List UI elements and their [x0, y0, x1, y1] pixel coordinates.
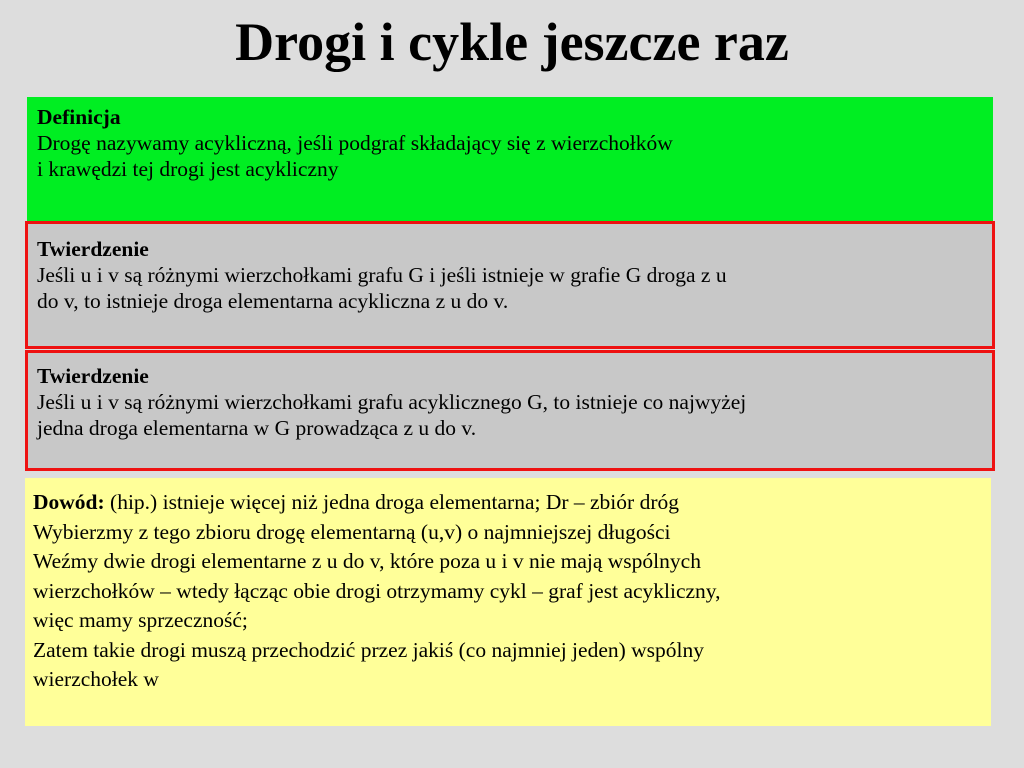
- definition-line: Drogę nazywamy acykliczną, jeśli podgraf składający się z wierzchołków: [37, 131, 673, 155]
- theorem-1-heading: Twierdzenie: [37, 237, 149, 261]
- theorem-2-line: Jeśli u i v są różnymi wierzchołkami grafu acyklicznego G, to istnieje co najwyżej: [37, 390, 747, 414]
- proof-prefix: Dowód:: [33, 490, 105, 514]
- theorem-2-line: jedna droga elementarna w G prowadząca z u do v.: [37, 416, 477, 440]
- proof-line: Zatem takie drogi muszą przechodzić przez jakiś (co najmniej jeden) wspólny: [33, 637, 705, 662]
- proof-line: wierzchołków – wtedy łącząc obie drogi otrzymamy cykl – graf jest acykliczny,: [33, 578, 721, 603]
- proof-line: Weźmy dwie drogi elementarne z u do v, które poza u i v nie mają wspólnych: [33, 549, 701, 573]
- proof-box: [25, 478, 991, 726]
- theorem-box-2: [25, 350, 995, 471]
- theorem-1-line: do v, to istnieje droga elementarna acykliczna z u do v.: [37, 289, 509, 313]
- theorem-1-line: Jeśli u i v są różnymi wierzchołkami grafu G i jeśli istnieje w grafie G droga z u: [37, 263, 727, 287]
- theorem-2-heading: Twierdzenie: [37, 364, 149, 388]
- proof-line: Wybierzmy z tego zbioru drogę elementarną (u,v) o najmniejszej długości: [33, 519, 671, 544]
- proof-first-line: [33, 488, 983, 518]
- proof-first-line-text: (hip.) istnieje więcej niż jedna droga elementarna; Dr – zbiór dróg: [104, 490, 679, 514]
- slide-title: Drogi i cykle jeszcze raz: [235, 12, 789, 72]
- proof-line: wierzchołek w: [33, 667, 159, 691]
- definition-heading: Definicja: [37, 105, 121, 129]
- definition-line: i krawędzi tej drogi jest acykliczny: [37, 157, 339, 181]
- proof-line: więc mamy sprzeczność;: [33, 608, 248, 632]
- definition-box: [27, 97, 993, 223]
- theorem-box-1: [25, 221, 995, 349]
